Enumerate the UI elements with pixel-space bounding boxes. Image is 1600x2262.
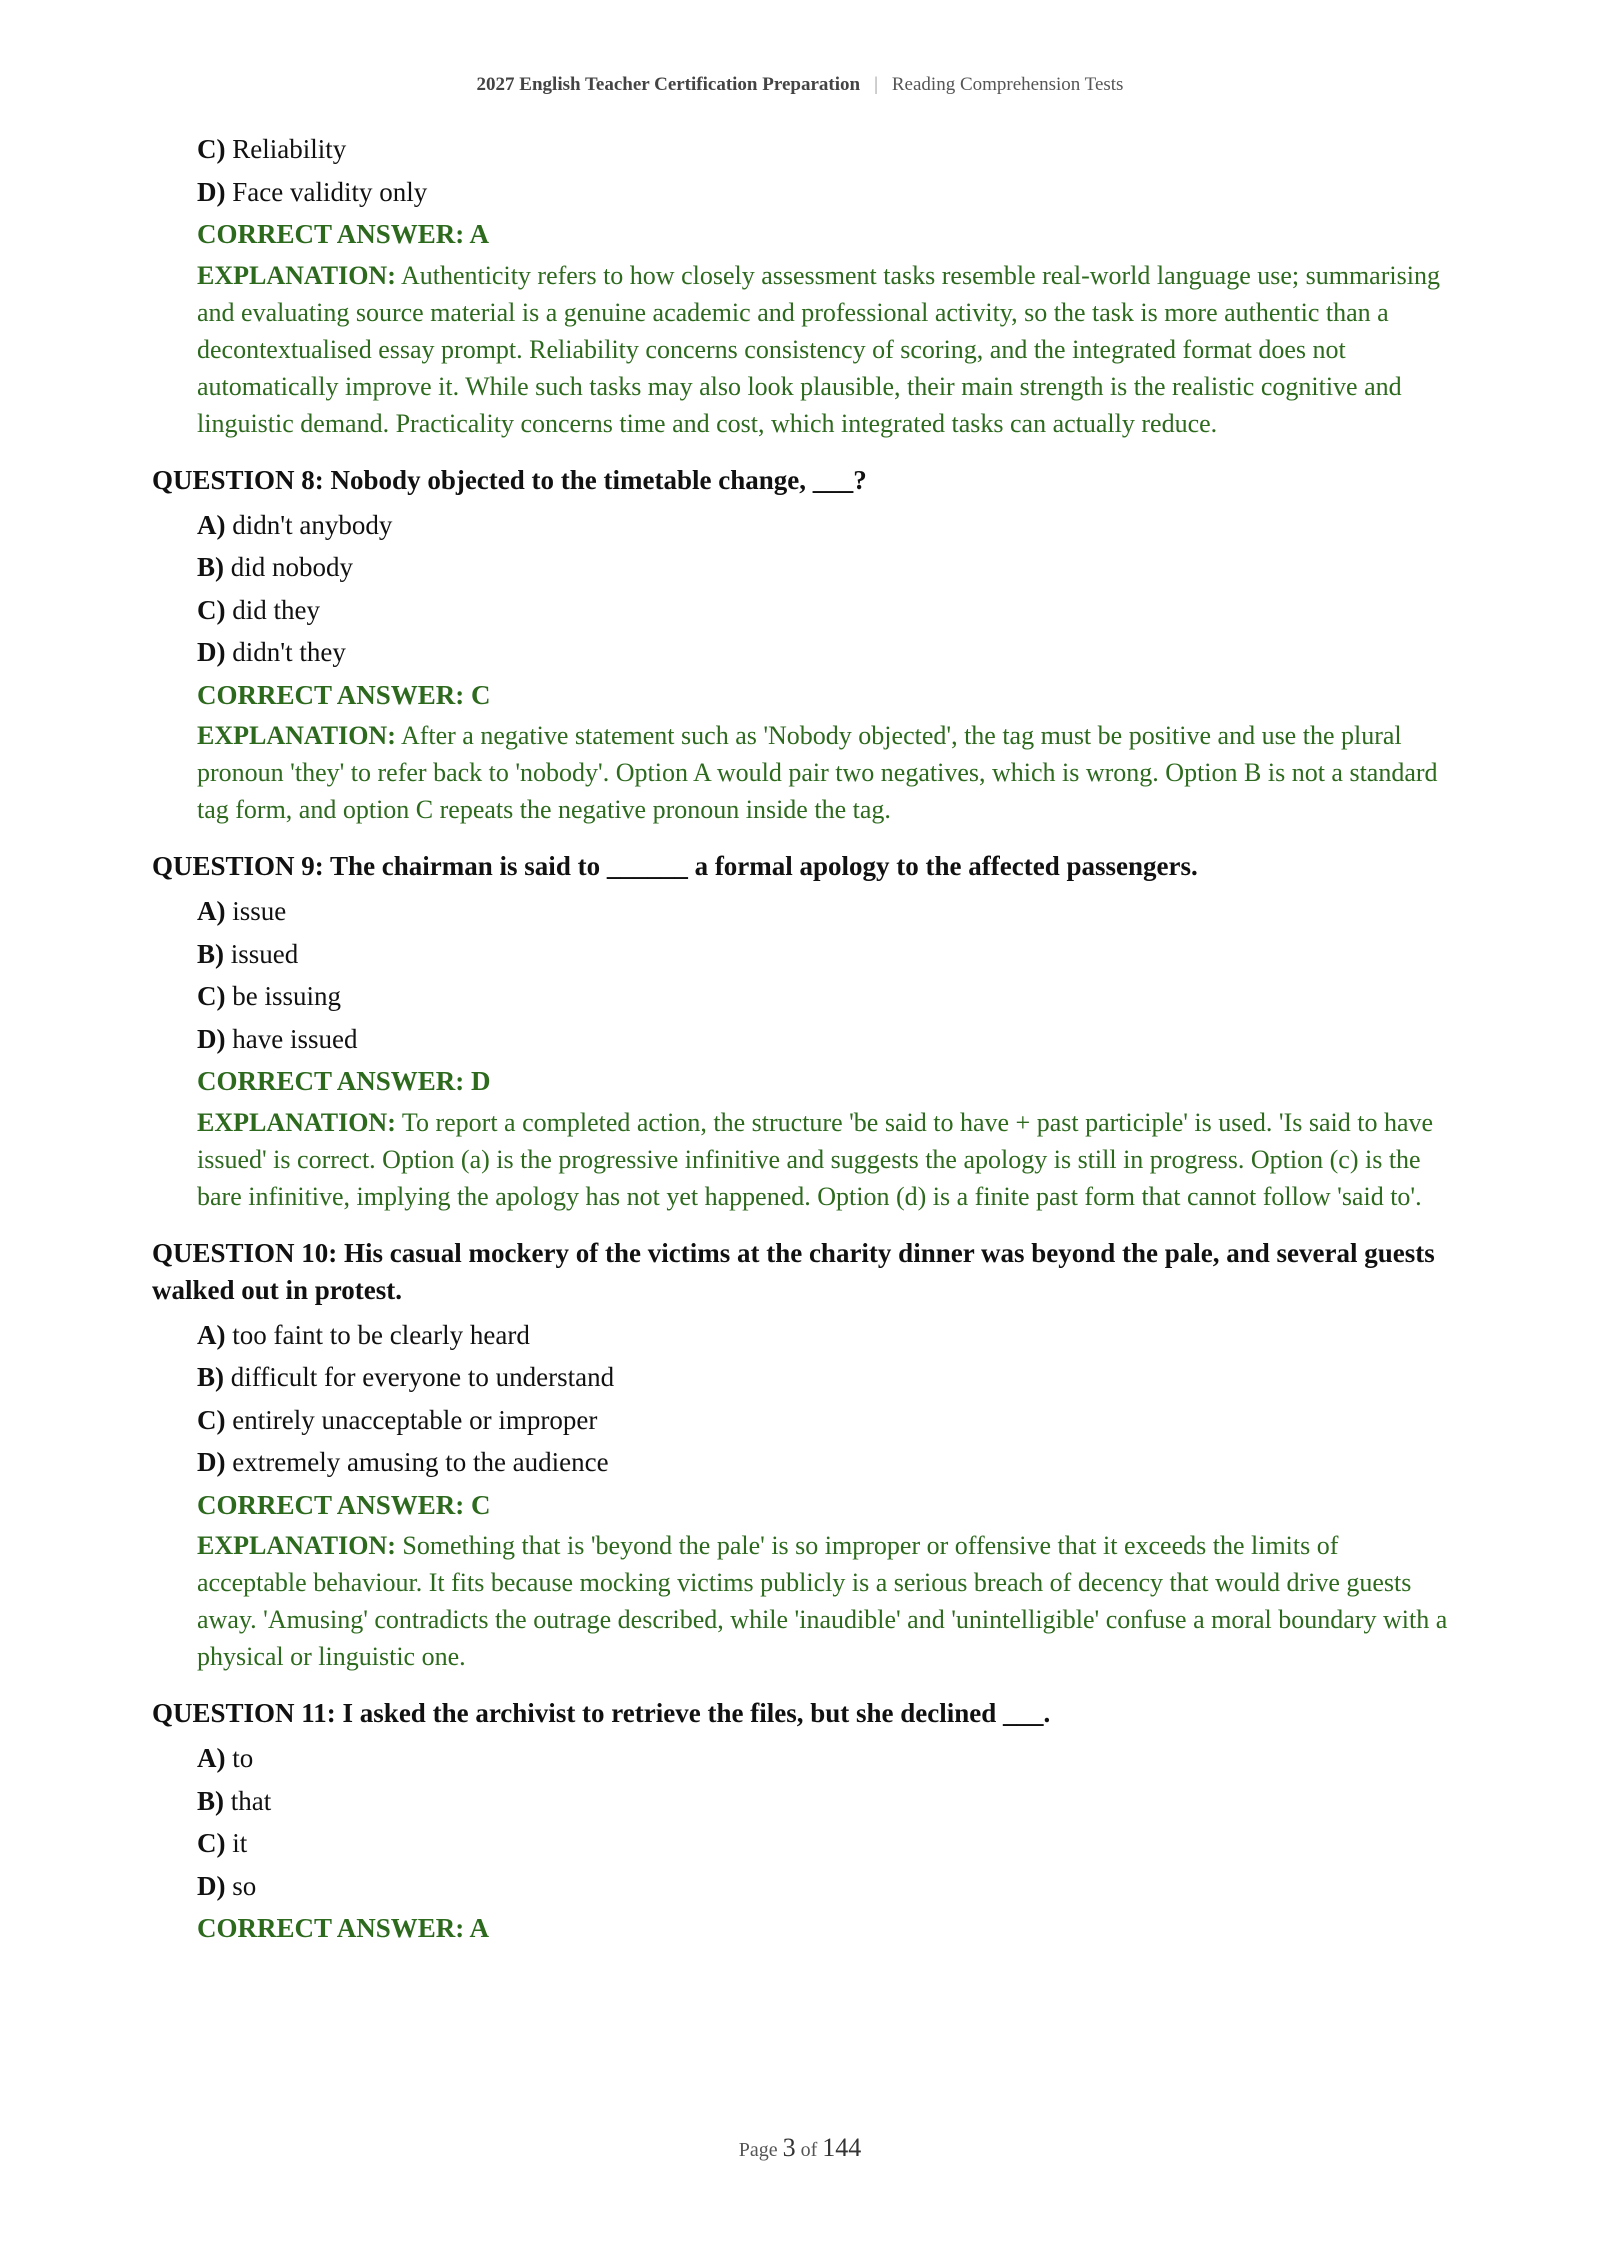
option-letter: B) bbox=[197, 1785, 224, 1816]
option-text: entirely unacceptable or improper bbox=[232, 1404, 598, 1435]
option-text: that bbox=[230, 1785, 272, 1816]
option-letter: C) bbox=[197, 1828, 226, 1858]
explanation-label: EXPLANATION: bbox=[197, 721, 396, 750]
explanation-text: After a negative statement such as 'Nobody objected', the tag must be positive and use the plural pronoun 'they' to refer back to 'nobody'. Option A would pair two negatives, which is wrong. Option B is not a standard tag form, and option C repeats the negative pronoun inside the tag. bbox=[197, 721, 1438, 824]
question-title: QUESTION 11: I asked the archivist to retrieve the files, but she declined ___. bbox=[152, 1698, 1051, 1728]
option-text: to bbox=[232, 1743, 254, 1773]
question-title: QUESTION 9: The chairman is said to ______ a formal apology to the affected passengers. bbox=[152, 851, 1198, 881]
option-d bbox=[197, 1441, 1448, 1484]
option-letter: B) bbox=[197, 1362, 224, 1392]
option-letter: C) bbox=[197, 981, 226, 1011]
option-c bbox=[197, 975, 1448, 1018]
option-a bbox=[197, 1737, 1448, 1780]
option-d bbox=[197, 171, 1448, 214]
option-text: have issued bbox=[232, 1023, 358, 1054]
option-d bbox=[197, 1865, 1448, 1908]
option-letter: A) bbox=[197, 509, 226, 540]
option-c bbox=[197, 1399, 1448, 1442]
page-footer bbox=[0, 2133, 1600, 2163]
option-letter: B) bbox=[197, 938, 224, 969]
option-letter: B) bbox=[197, 552, 224, 582]
option-text: Face validity only bbox=[232, 176, 428, 207]
option-c bbox=[197, 1822, 1448, 1865]
option-text: didn't they bbox=[232, 637, 346, 667]
explanation bbox=[197, 1527, 1448, 1675]
option-letter: C) bbox=[197, 1404, 226, 1435]
option-letter: D) bbox=[197, 1023, 226, 1054]
header-subtitle: Reading Comprehension Tests bbox=[891, 74, 1124, 95]
correct-answer: CORRECT ANSWER: C bbox=[197, 1489, 491, 1520]
question-7-continued bbox=[152, 128, 1448, 442]
option-text: difficult for everyone to understand bbox=[230, 1362, 615, 1392]
option-letter: D) bbox=[197, 1870, 226, 1901]
option-text: be issuing bbox=[232, 981, 342, 1011]
option-b bbox=[197, 546, 1448, 589]
question-11 bbox=[152, 1695, 1448, 1950]
option-text: so bbox=[232, 1870, 257, 1901]
correct-answer: CORRECT ANSWER: A bbox=[197, 1913, 490, 1943]
option-d bbox=[197, 631, 1448, 674]
option-text: Reliability bbox=[232, 134, 347, 164]
of-word: of bbox=[800, 2139, 818, 2161]
option-a bbox=[197, 504, 1448, 547]
explanation-label: EXPLANATION: bbox=[197, 1531, 396, 1560]
page-content bbox=[152, 128, 1448, 1950]
option-a bbox=[197, 890, 1448, 933]
question-8 bbox=[152, 462, 1448, 829]
option-text: issue bbox=[232, 896, 287, 926]
explanation bbox=[197, 1104, 1448, 1215]
option-letter: A) bbox=[197, 1319, 226, 1350]
page-number: 3 bbox=[782, 2133, 796, 2162]
option-text: did nobody bbox=[230, 552, 354, 582]
option-c bbox=[197, 589, 1448, 632]
option-d bbox=[197, 1018, 1448, 1061]
question-title: QUESTION 8: Nobody objected to the timetable change, ___? bbox=[152, 464, 867, 495]
correct-answer: CORRECT ANSWER: C bbox=[197, 679, 491, 710]
option-letter: C) bbox=[197, 134, 226, 164]
option-letter: D) bbox=[197, 176, 226, 207]
explanation bbox=[197, 257, 1448, 442]
option-c bbox=[197, 128, 1448, 171]
option-text: did they bbox=[232, 594, 320, 625]
page-header bbox=[0, 74, 1600, 96]
option-letter: C) bbox=[197, 594, 226, 625]
option-letter: D) bbox=[197, 1447, 226, 1477]
option-a bbox=[197, 1314, 1448, 1357]
option-text: didn't anybody bbox=[232, 509, 393, 540]
page-word: Page bbox=[738, 2139, 778, 2161]
option-b bbox=[197, 1780, 1448, 1823]
explanation-text: Authenticity refers to how closely assessment tasks resemble real-world language use; summarising and evaluating source material is a genuine academic and professional activity, so the task is more authentic than a decontextualised essay prompt. Reliability concerns consistency of scoring, and the integrated format does not automatically improve it. While such tasks may also look plausible, their main strength is the realistic cognitive and linguistic demand. Practicality concerns time and cost, which integrated tasks can actually reduce. bbox=[197, 260, 1440, 438]
correct-answer: CORRECT ANSWER: D bbox=[197, 1066, 491, 1096]
question-title: QUESTION 10: His casual mockery of the victims at the charity dinner was beyond the pale, and several guests walked out in protest. bbox=[152, 1237, 1435, 1305]
option-letter: D) bbox=[197, 637, 226, 667]
option-letter: A) bbox=[197, 896, 226, 926]
option-b bbox=[197, 1356, 1448, 1399]
option-text: issued bbox=[230, 938, 299, 969]
explanation bbox=[197, 717, 1448, 828]
explanation-label: EXPLANATION: bbox=[197, 260, 396, 290]
header-separator: | bbox=[874, 74, 878, 95]
header-title: 2027 English Teacher Certification Preparation bbox=[476, 74, 861, 95]
correct-answer: CORRECT ANSWER: A bbox=[197, 219, 490, 249]
explanation-text: To report a completed action, the structure 'be said to have + past participle' is used. 'Is said to have issued' is correct. Option (a) is the progressive infinitive and suggests the apology is still in progress. Option (c) is the bare infinitive, implying the apology has not yet happened. Option (d) is a finite past form that cannot follow 'said to'. bbox=[197, 1107, 1434, 1211]
question-10 bbox=[152, 1235, 1448, 1676]
option-text: it bbox=[232, 1828, 248, 1858]
page-total: 144 bbox=[822, 2133, 862, 2162]
option-text: extremely amusing to the audience bbox=[232, 1447, 609, 1477]
explanation-label: EXPLANATION: bbox=[197, 1107, 396, 1137]
option-text: too faint to be clearly heard bbox=[232, 1319, 530, 1350]
explanation-text: Something that is 'beyond the pale' is so improper or offensive that it exceeds the limits of acceptable behaviour. It fits because mocking victims publicly is a serious breach of decency that would drive guests away. 'Amusing' contradicts the outrage described, while 'inaudible' and 'unintelligible' confuse a moral boundary with a physical or linguistic one. bbox=[197, 1531, 1448, 1671]
question-9 bbox=[152, 848, 1448, 1215]
option-b bbox=[197, 933, 1448, 976]
option-letter: A) bbox=[197, 1743, 226, 1773]
